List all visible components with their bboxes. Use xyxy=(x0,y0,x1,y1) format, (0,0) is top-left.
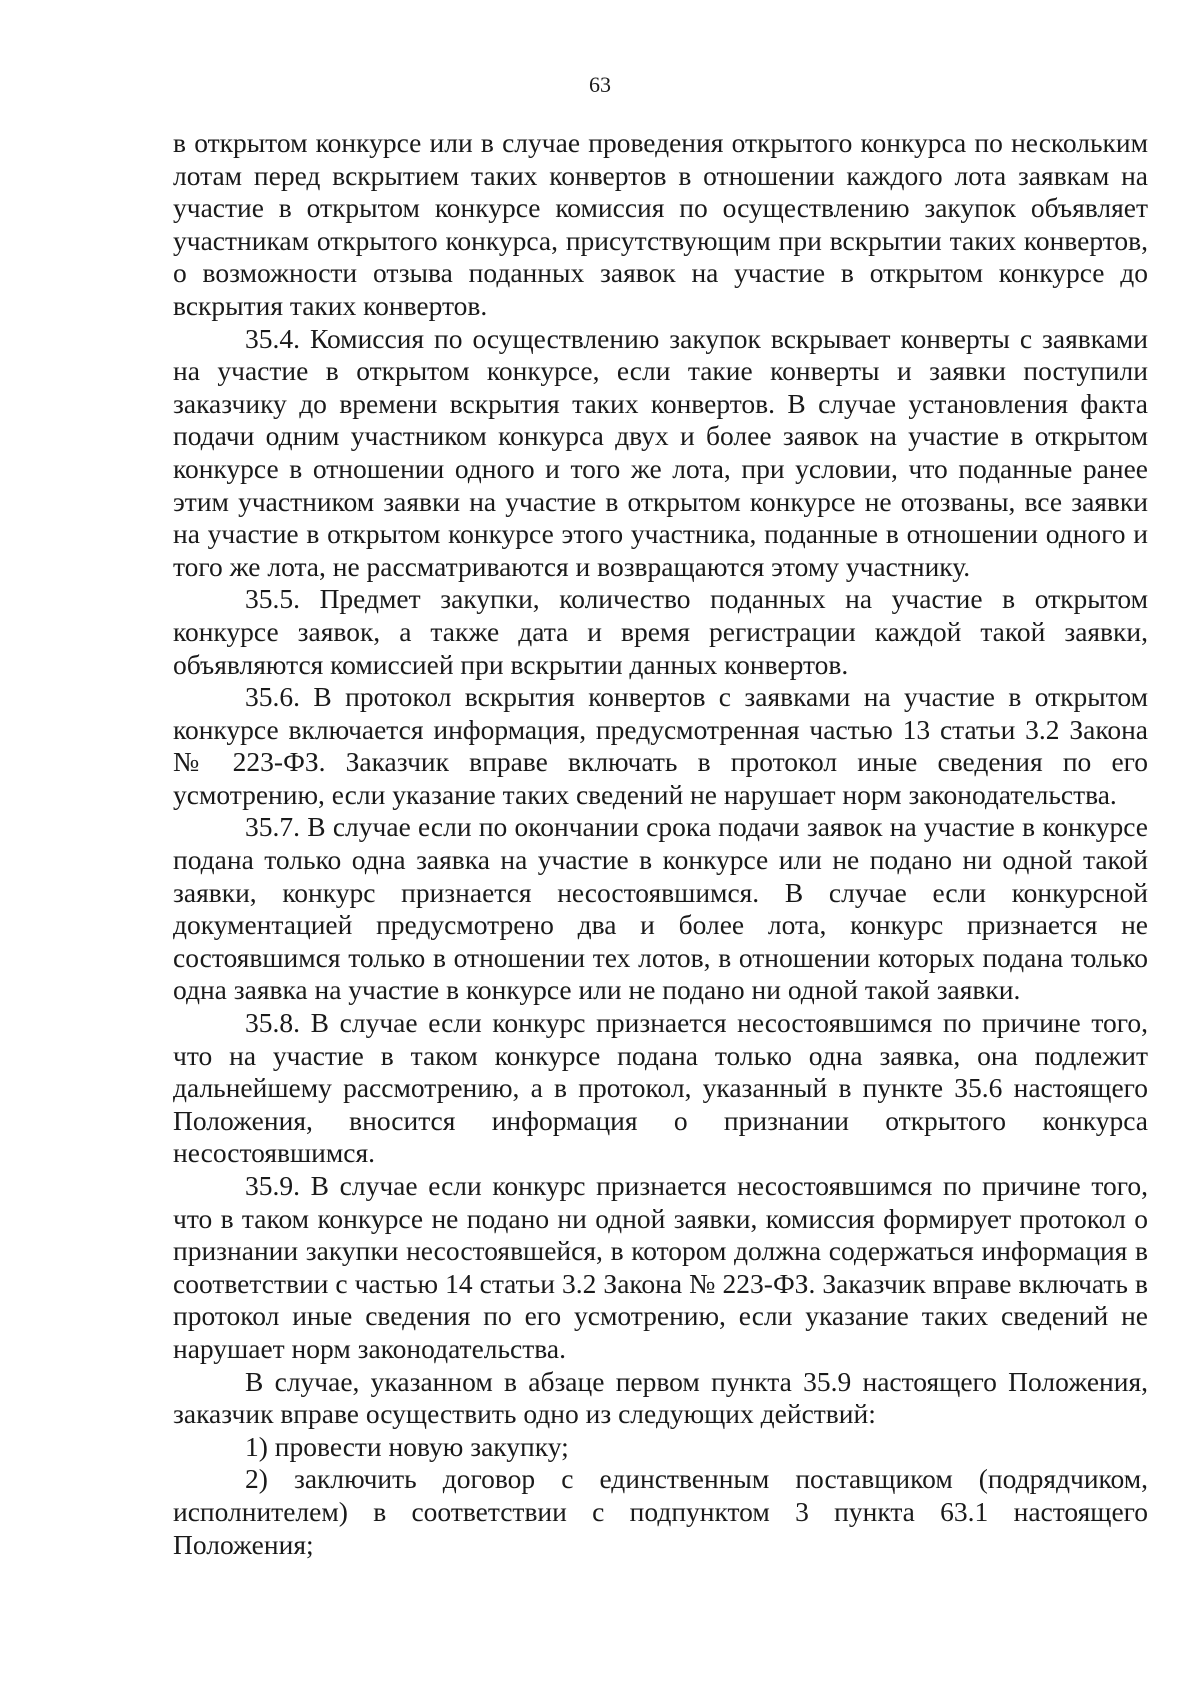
paragraph-35-6: 35.6. В протокол вскрытия конвертов с заявками на участие в открытом конкурсе включается информация, предусмотренная частью 13 статьи 3.2 Закона № 223-ФЗ. Заказчик вправе включать в протокол иные сведения по его усмотрению, если указание таких сведений не нарушает норм законодательства. xyxy=(173,681,1148,810)
list-item-1: 1) провести новую закупку; xyxy=(245,1430,569,1462)
paragraph-35-9: 35.9. В случае если конкурс признается несостоявшимся по причине того, что в таком конкурсе не подано ни одной заявки, комиссия формирует протокол о признании закупки несостоявшейся, в котором должна содержаться информация в соответствии с частью 14 статьи 3.2 Закона № 223-ФЗ. Заказчик вправе включать в протокол иные сведения по его усмотрению, если указание таких сведений не нарушает норм законодательства. xyxy=(173,1170,1148,1364)
paragraph-35-9-case: В случае, указанном в абзаце первом пункта 35.9 настоящего Положения, заказчик вправе осуществить одно из следующих действий: xyxy=(173,1365,1148,1430)
paragraph-35-4: 35.4. Комиссия по осуществлению закупок вскрывает конверты с заявками на участие в открытом конкурсе, если такие конверты и заявки поступили заказчику до времени вскрытия таких конвертов. В случае установления факта подачи одним участником конкурса двух и более заявок на участие в открытом конкурсе в отношении одного и того же лота, при условии, что поданные ранее этим участником заявки на участие в открытом конкурсе не отозваны, все заявки на участие в открытом конкурсе этого участника, поданные в отношении одного и того же лота, не рассматриваются и возвращаются этому участнику. xyxy=(173,322,1148,582)
document-body xyxy=(173,127,1148,1561)
page-number: 63 xyxy=(589,72,611,97)
paragraph-35-7: 35.7. В случае если по окончании срока подачи заявок на участие в конкурсе подана только одна заявка на участие в конкурсе или не подано ни одной такой заявки, конкурс признается несостоявшимся. В случае если конкурсной документацией предусмотрено два и более лота, конкурс признается не состоявшимся только в отношении тех лотов, в отношении которых подана только одна заявка на участие в конкурсе или не подано ни одной такой заявки. xyxy=(173,811,1148,1006)
paragraph-35-8: 35.8. В случае если конкурс признается несостоявшимся по причине того, что на участие в таком конкурсе подана только одна заявка, она подлежит дальнейшему рассмотрению, а в протокол, указанный в пункте 35.6 настоящего Положения, вносится информация о признании открытого конкурса несостоявшимся. xyxy=(173,1007,1148,1169)
paragraph-35-5: 35.5. Предмет закупки, количество поданных на участие в открытом конкурсе заявок, а также дата и время регистрации каждой такой заявки, объявляются комиссией при вскрытии данных конвертов. xyxy=(173,583,1148,680)
list-item-2: 2) заключить договор с единственным поставщиком (подрядчиком, исполнителем) в соответствии с подпунктом 3 пункта 63.1 настоящего Положения; xyxy=(173,1463,1148,1560)
paragraph-continuation: в открытом конкурсе или в случае проведения открытого конкурса по нескольким лотам перед вскрытием таких конвертов в отношении каждого лота заявкам на участие в открытом конкурсе комиссия по осуществлению закупок объявляет участникам открытого конкурса, присутствующим при вскрытии таких конвертов, о возможности отзыва поданных заявок на участие в открытом конкурсе до вскрытия таких конвертов. xyxy=(173,127,1148,321)
